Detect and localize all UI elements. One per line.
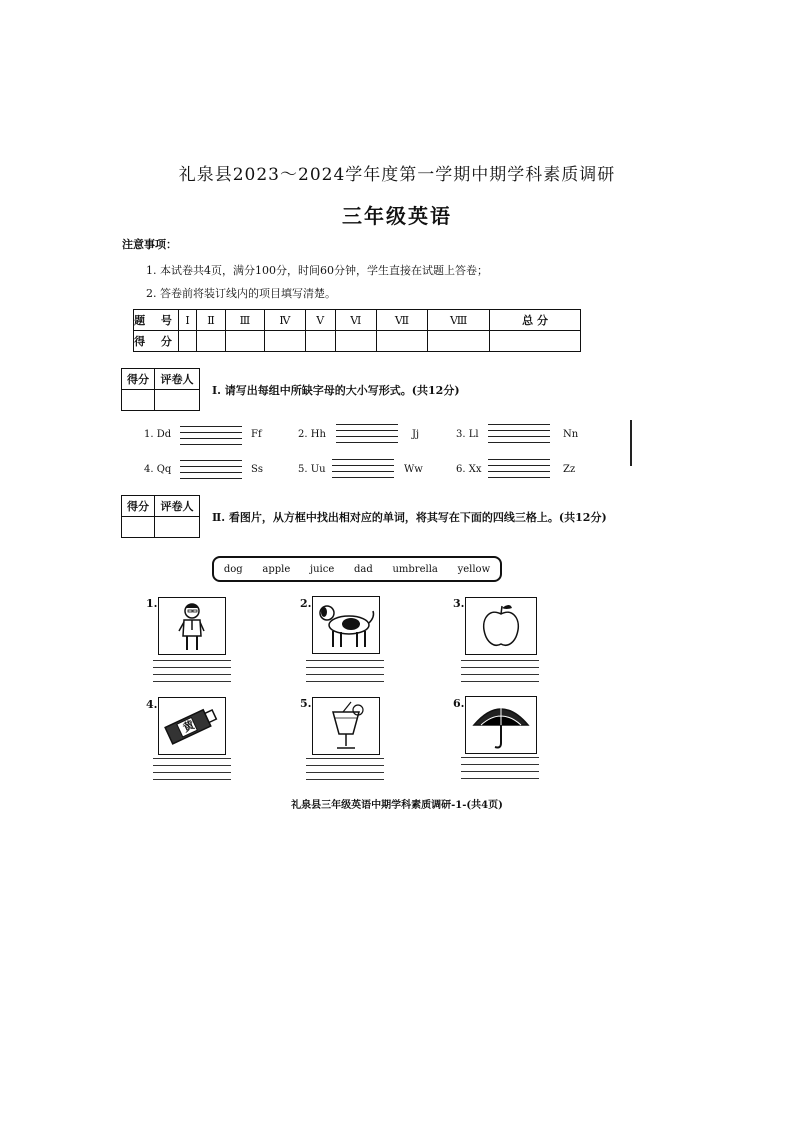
grader-name-cell[interactable] [155,517,200,538]
score-table [133,309,581,352]
score-cell[interactable] [265,331,306,352]
tube-label: 黄 [180,718,197,735]
answer-lines[interactable] [488,459,550,483]
score-cell[interactable] [225,331,264,352]
score-table-header: Ⅶ [376,310,427,331]
grader-box [121,495,200,538]
writing-lines[interactable] [306,660,384,688]
score-table-header: Ⅰ [179,310,197,331]
writing-lines[interactable] [153,758,231,786]
score-cell[interactable] [428,331,490,352]
letter-item-left: 2. Hh [298,429,326,440]
score-cell[interactable] [197,331,226,352]
picture-number: 5. [300,697,312,710]
score-table-header: Ⅱ [197,310,226,331]
letter-item-left: 1. Dd [144,429,172,440]
word-bank-item: dad [354,563,373,575]
score-table-header: Ⅴ [305,310,335,331]
letter-item-left: 3. Ll [456,429,479,440]
note-item: 2. 答卷前将装订线内的项目填写清楚。 [146,287,336,300]
picture-number: 2. [300,597,312,610]
letter-item-right: Ww [404,464,423,475]
score-table-row-label: 题 号 [134,310,179,331]
grader-box [121,368,200,411]
word-bank-item: yellow [457,563,491,575]
writing-lines[interactable] [306,758,384,786]
exam-subtitle: 三年级英语 [342,204,452,228]
letter-item-right: Zz [563,464,576,475]
score-cell[interactable] [376,331,427,352]
grader-score-label: 得分 [122,369,155,390]
picture-number: 6. [453,697,465,710]
letter-item-right: Ff [251,429,262,440]
grader-score-cell[interactable] [122,390,155,411]
score-table-row-label: 得 分 [134,331,179,352]
grader-name-label: 评卷人 [155,369,200,390]
word-bank-item: dog [223,563,243,575]
picture-number: 4. [146,698,158,711]
picture-number: 3. [453,597,465,610]
apple-icon [465,597,537,655]
score-table-header: Ⅵ [335,310,376,331]
letter-item-left: 5. Uu [298,464,326,475]
letter-item-left: 4. Qq [144,464,172,475]
score-table-header: Ⅷ [428,310,490,331]
dog-icon [312,596,380,654]
margin-mark [630,420,632,466]
page-footer: 礼泉县三年级英语中期学科素质调研-1-(共4页) [291,800,503,811]
grader-score-cell[interactable] [122,517,155,538]
notes-heading: 注意事项： [122,238,177,251]
grader-score-label: 得分 [122,496,155,517]
word-bank-item: umbrella [392,563,438,575]
letter-item-right: Ss [251,464,263,475]
letter-item-right: Nn [563,429,579,440]
note-item: 1. 本试卷共4页，满分100分，时间60分钟，学生直接在试题上答卷； [146,264,488,277]
letter-item-left: 6. Xx [456,464,482,475]
word-bank-item: apple [262,563,291,575]
score-cell[interactable] [490,331,581,352]
juice-glass-icon [312,697,380,755]
answer-lines[interactable] [332,459,394,483]
picture-number: 1. [146,597,158,610]
umbrella-icon [465,696,537,754]
score-cell[interactable] [179,331,197,352]
writing-lines[interactable] [461,757,539,785]
score-table-header: 总 分 [490,310,581,331]
letter-item-right: Jj [412,429,420,440]
answer-lines[interactable] [180,426,242,450]
section1-heading: Ⅰ. 请写出每组中所缺字母的大小写形式。(共12分) [212,384,460,397]
section2-heading: Ⅱ. 看图片，从方框中找出相对应的单词，将其写在下面的四线三格上。(共12分) [212,511,607,524]
paint-tube-icon [158,697,226,755]
answer-lines[interactable] [180,460,242,484]
score-cell[interactable] [335,331,376,352]
exam-title: 礼泉县2023～2024学年度第一学期中期学科素质调研 [178,165,616,185]
grader-name-cell[interactable] [155,390,200,411]
score-cell[interactable] [305,331,335,352]
word-bank-item: juice [310,563,335,575]
score-table-header: Ⅳ [265,310,306,331]
writing-lines[interactable] [461,660,539,688]
man-icon [158,597,226,655]
grader-name-label: 评卷人 [155,496,200,517]
answer-lines[interactable] [488,424,550,448]
score-table-header: Ⅲ [225,310,264,331]
answer-lines[interactable] [336,424,398,448]
writing-lines[interactable] [153,660,231,688]
word-bank [212,556,502,582]
